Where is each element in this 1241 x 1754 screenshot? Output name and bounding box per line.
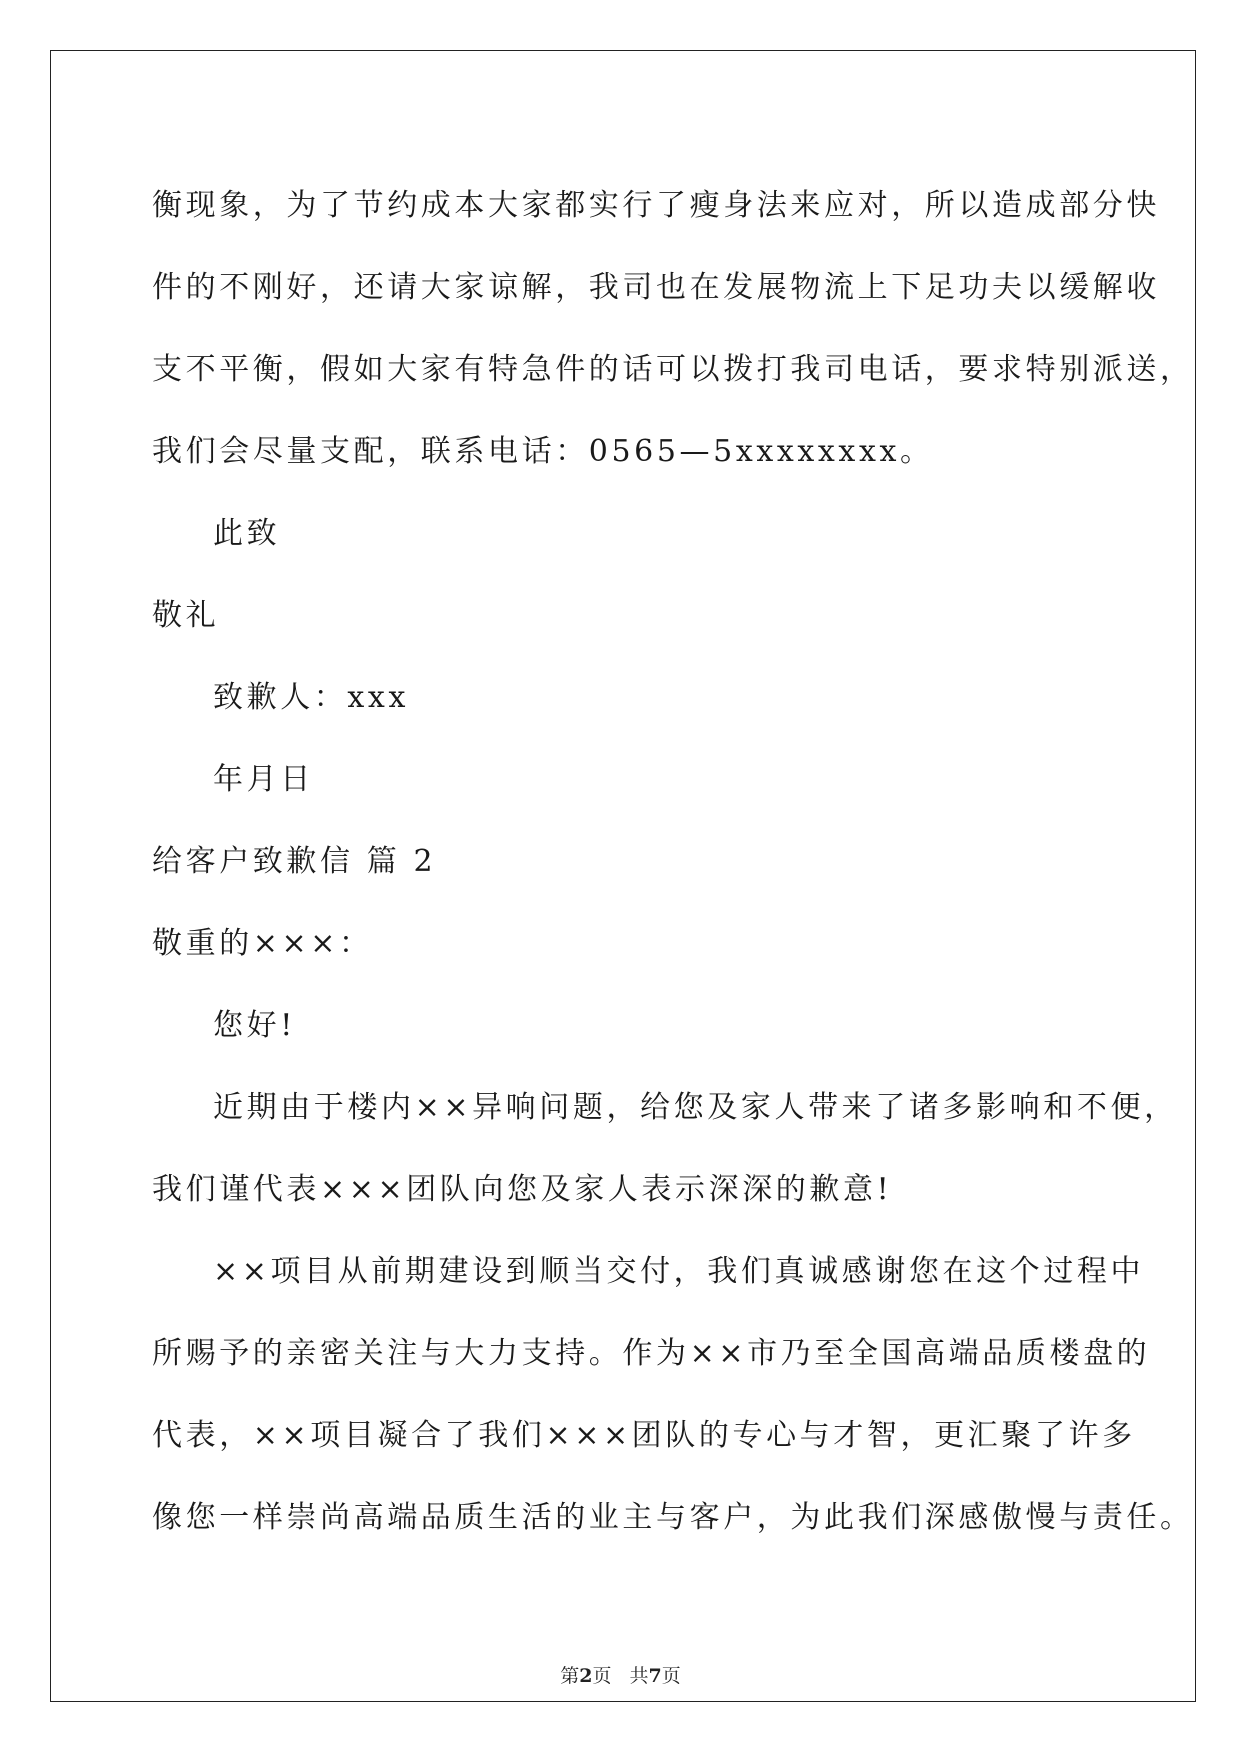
closing-regards: 敬礼 xyxy=(152,598,220,633)
signature-line: 致歉人：xxx xyxy=(213,680,409,715)
paragraph-line: 代表，××项目凝合了我们×××团队的专心与才智，更汇聚了许多 xyxy=(152,1418,1136,1453)
paragraph-line: 支不平衡，假如大家有特急件的话可以拨打我司电话，要求特别派送， xyxy=(152,352,1194,387)
total-page-number: 7 xyxy=(648,1665,662,1687)
document-body xyxy=(152,165,1194,1559)
paragraph-line: 件的不刚好，还请大家谅解，我司也在发展物流上下足功夫以缓解收 xyxy=(152,270,1160,305)
paragraph-line: ××项目从前期建设到顺当交付，我们真诚感谢您在这个过程中 xyxy=(213,1254,1145,1289)
greeting-hello: 您好! xyxy=(213,1008,296,1043)
paragraph-line: 我们会尽量支配，联系电话：0565—5xxxxxxxx。 xyxy=(152,434,934,469)
section-title: 给客户致歉信 篇 2 xyxy=(152,844,437,879)
closing-salutation: 此致 xyxy=(213,516,281,551)
date-line: 年月日 xyxy=(213,762,314,797)
current-page-number: 2 xyxy=(579,1665,593,1687)
page-prefix: 第 xyxy=(560,1665,580,1687)
total-unit: 页 xyxy=(661,1665,681,1687)
paragraph-line: 我们谨代表×××团队向您及家人表示深深的歉意! xyxy=(152,1172,893,1207)
paragraph-line: 近期由于楼内××异响问题，给您及家人带来了诸多影响和不便， xyxy=(213,1090,1178,1125)
paragraph-line: 所赐予的亲密关注与大力支持。作为××市乃至全国高端品质楼盘的 xyxy=(152,1336,1151,1371)
greeting-line: 敬重的×××： xyxy=(152,926,373,961)
paragraph-line: 衡现象，为了节约成本大家都实行了瘦身法来应对，所以造成部分快 xyxy=(152,188,1160,223)
total-prefix: 共 xyxy=(629,1665,649,1687)
page-footer xyxy=(0,1664,1241,1688)
paragraph-line: 像您一样崇尚高端品质生活的业主与客户，为此我们深感傲慢与责任。 xyxy=(152,1500,1194,1535)
page-unit: 页 xyxy=(592,1665,612,1687)
